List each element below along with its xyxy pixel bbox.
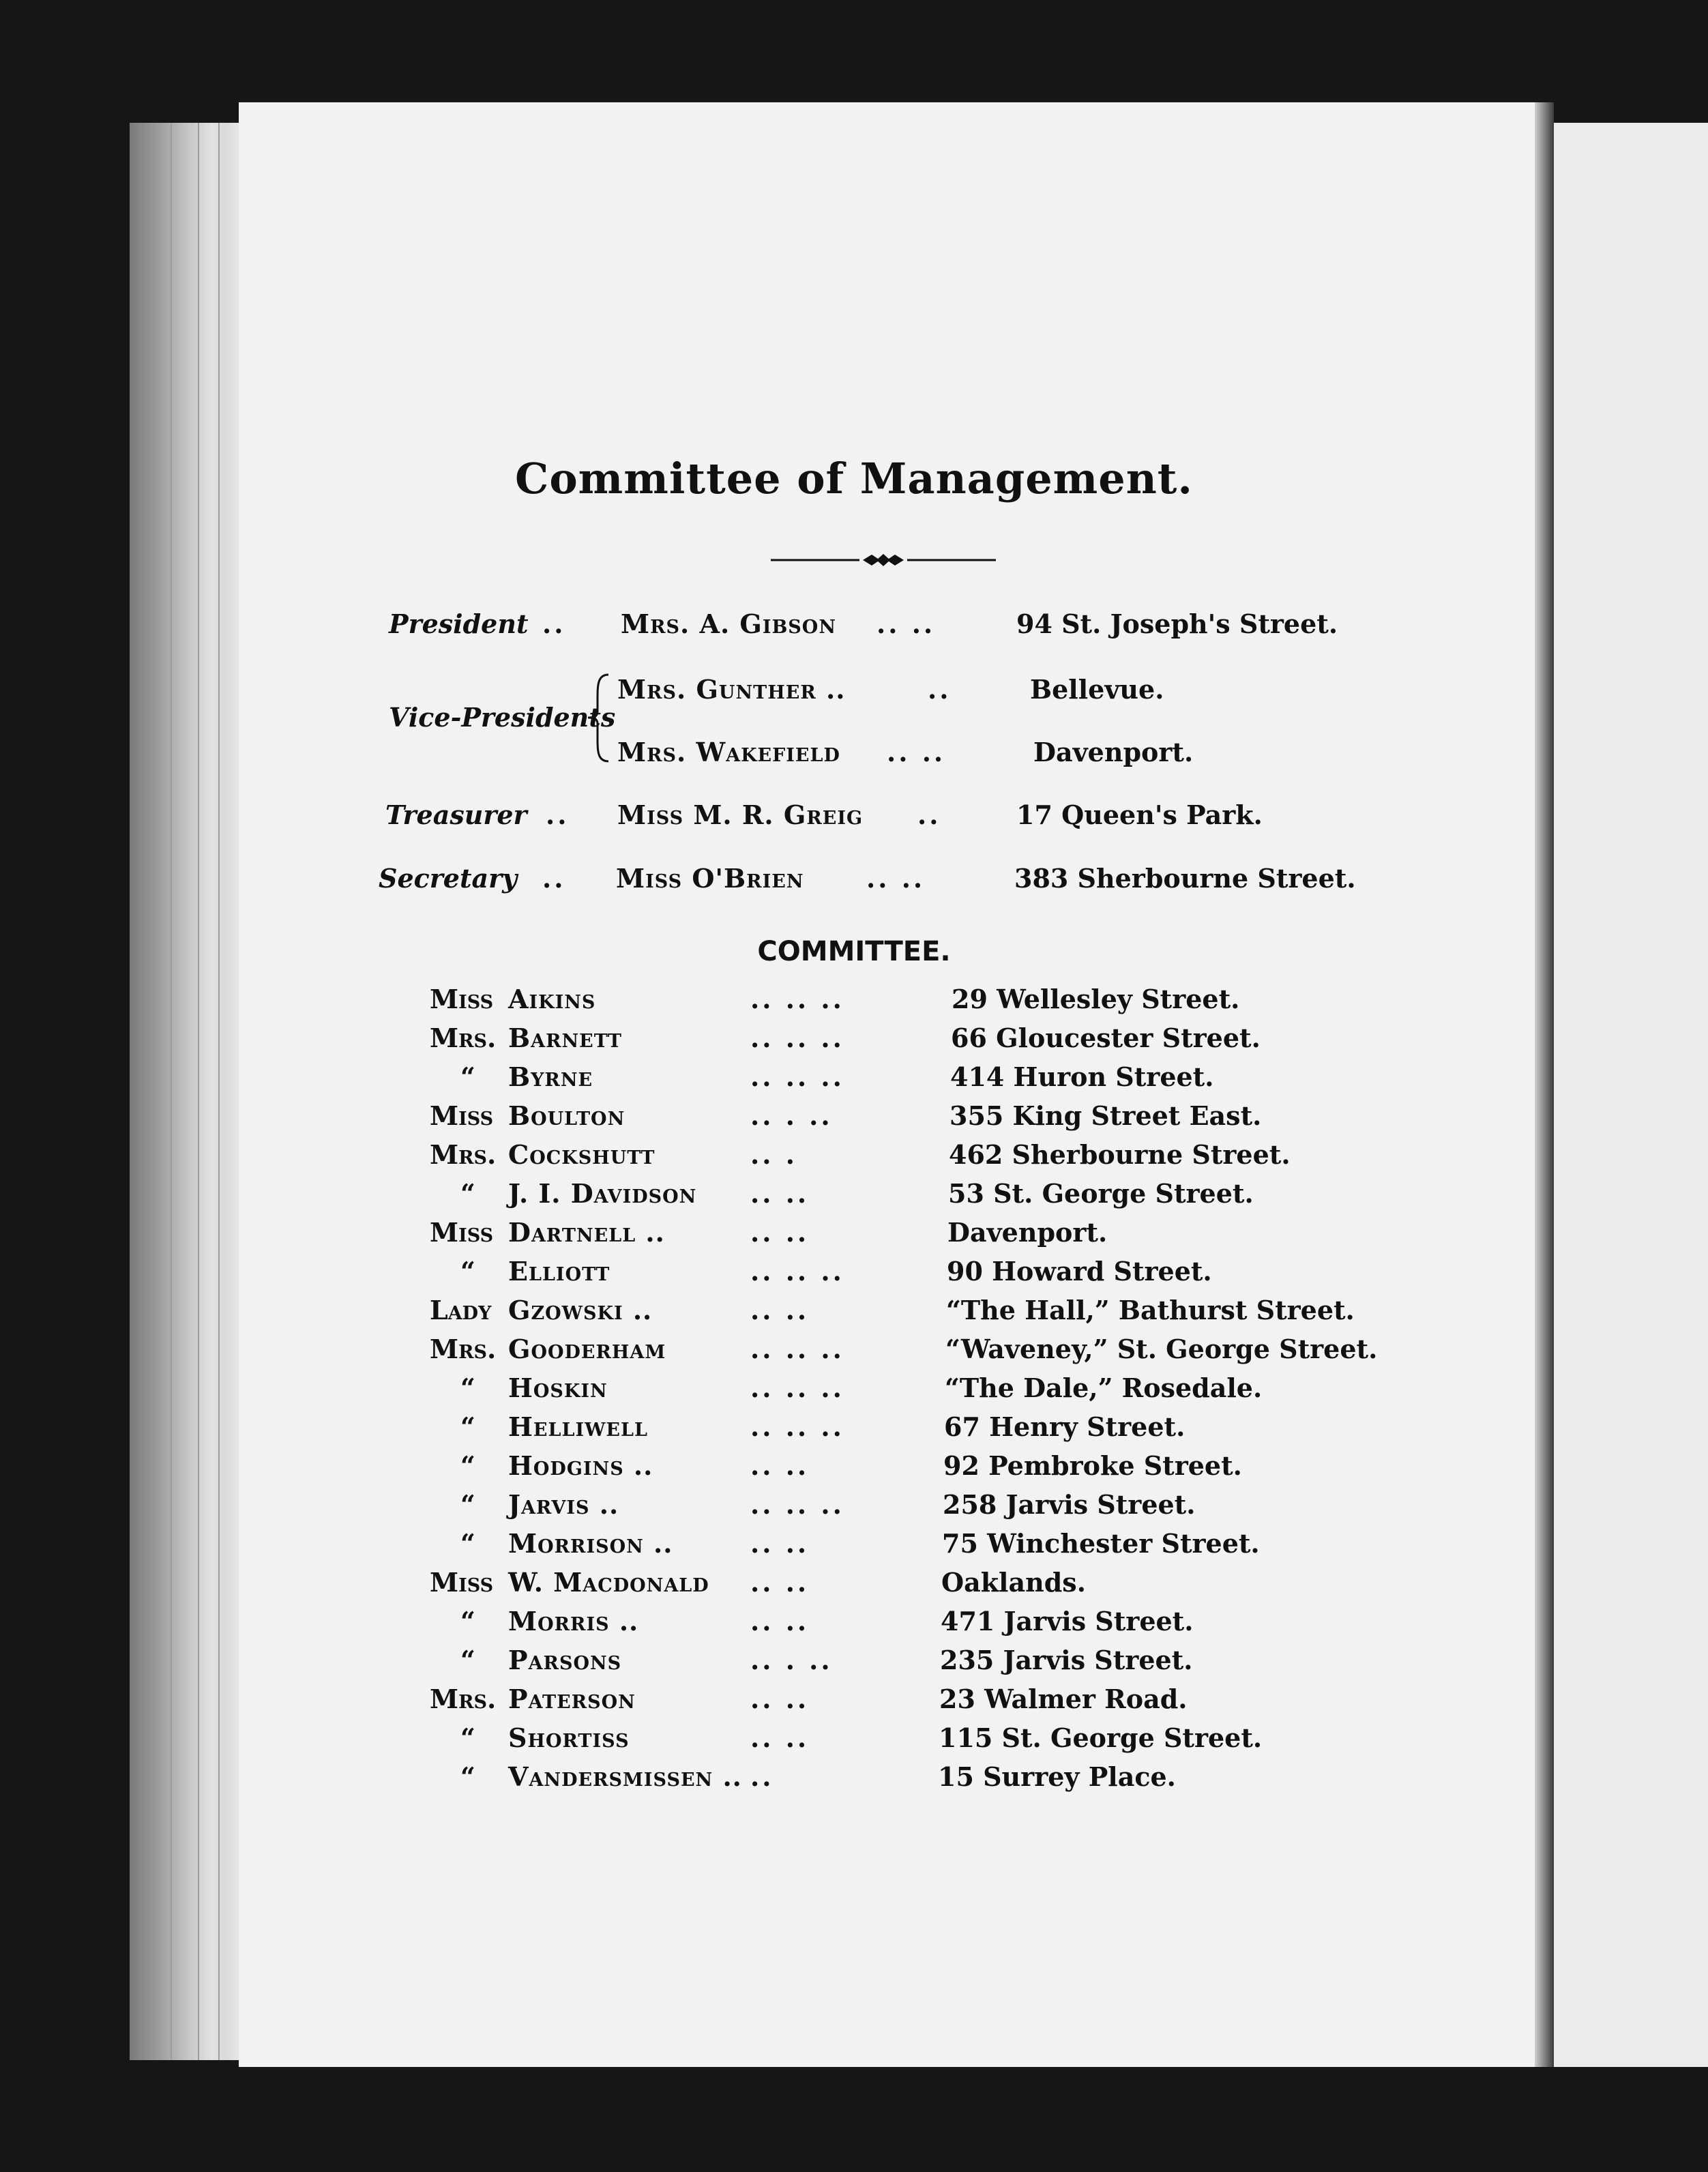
leader-dots: .. .. .. <box>750 1256 844 1287</box>
officer-address: 17 Queen's Park. <box>1016 799 1263 830</box>
member-prefix: Miss <box>430 1100 494 1131</box>
committee-row <box>0 1567 1708 1605</box>
leader-dots: .. <box>542 608 566 639</box>
committee-row <box>0 1178 1708 1216</box>
member-prefix: “ <box>460 1256 475 1287</box>
leader-dots: .. .. .. <box>750 1061 844 1092</box>
committee-row <box>0 1606 1708 1644</box>
committee-row <box>0 1100 1708 1139</box>
member-prefix: “ <box>460 1178 475 1209</box>
committee-heading: COMMITTEE. <box>757 936 951 967</box>
member-name: Paterson <box>508 1684 636 1714</box>
member-address: 67 Henry Street. <box>944 1411 1186 1442</box>
member-address: 414 Huron Street. <box>950 1061 1214 1092</box>
member-address: 66 Gloucester Street. <box>951 1023 1261 1053</box>
officer-name: Miss O'Brien <box>616 863 804 894</box>
leader-dots: .. .. <box>750 1528 810 1559</box>
leader-dots: .. <box>750 1761 774 1792</box>
member-prefix: “ <box>460 1411 475 1442</box>
member-name: Barnett <box>508 1023 622 1053</box>
committee-row <box>0 1450 1708 1488</box>
member-address: 53 St. George Street. <box>948 1178 1254 1209</box>
officer-name: Mrs. Wakefield <box>617 737 840 767</box>
member-name: Vandersmissen .. <box>508 1761 742 1792</box>
member-name: Hoskin <box>508 1373 608 1403</box>
committee-row <box>0 1373 1708 1411</box>
leader-dots: .. .. <box>877 608 936 639</box>
officer-row-vice-president-2 <box>0 737 1708 784</box>
member-address: 15 Surrey Place. <box>938 1761 1176 1792</box>
member-prefix: “ <box>460 1528 475 1559</box>
committee-row <box>0 1334 1708 1372</box>
member-address: “Waveney,” St. George Street. <box>945 1334 1378 1364</box>
member-name: W. Macdonald <box>508 1567 709 1598</box>
member-address: 92 Pembroke Street. <box>943 1450 1242 1481</box>
officer-name: Miss M. R. Greig <box>617 799 864 830</box>
role-label: Vice-Presidents <box>389 702 616 733</box>
leader-dots: .. .. .. <box>750 1373 844 1403</box>
member-address: 471 Jarvis Street. <box>941 1606 1194 1637</box>
committee-row <box>0 1139 1708 1177</box>
member-address: 23 Walmer Road. <box>939 1684 1188 1714</box>
leader-dots: .. .. <box>750 1178 810 1209</box>
member-prefix: “ <box>460 1761 475 1792</box>
member-name: Helliwell <box>508 1411 648 1442</box>
leader-dots: .. <box>917 799 941 830</box>
committee-row <box>0 1023 1708 1061</box>
committee-row <box>0 1722 1708 1761</box>
member-name: Cockshutt <box>508 1139 656 1170</box>
member-address: 258 Jarvis Street. <box>943 1489 1196 1520</box>
officer-address: 94 St. Joseph's Street. <box>1016 608 1338 639</box>
leader-dots: .. <box>546 799 570 830</box>
member-name: Byrne <box>508 1061 593 1092</box>
committee-row <box>0 1528 1708 1566</box>
member-name: Elliott <box>508 1256 610 1287</box>
member-name: Aikins <box>508 984 596 1014</box>
committee-row <box>0 984 1708 1022</box>
member-address: 29 Wellesley Street. <box>952 984 1240 1014</box>
member-address: 90 Howard Street. <box>947 1256 1212 1287</box>
leader-dots: .. .. <box>750 1606 810 1637</box>
member-address: Oaklands. <box>941 1567 1086 1598</box>
committee-row <box>0 1217 1708 1255</box>
leader-dots: .. .. <box>750 1217 810 1248</box>
leader-dots: .. .. <box>750 1450 810 1481</box>
member-prefix: Miss <box>430 984 494 1014</box>
leader-dots: .. . .. <box>750 1645 833 1675</box>
member-address: 115 St. George Street. <box>939 1722 1263 1753</box>
leader-dots: .. .. <box>750 1567 810 1598</box>
member-prefix: Mrs. <box>430 1023 497 1053</box>
member-address: Davenport. <box>947 1217 1108 1248</box>
member-prefix: “ <box>460 1645 475 1675</box>
member-address: “The Dale,” Rosedale. <box>945 1373 1263 1403</box>
leader-dots: .. .. <box>866 863 926 894</box>
committee-row <box>0 1061 1708 1100</box>
officer-address: Davenport. <box>1033 737 1194 767</box>
leader-dots: .. .. <box>750 1722 810 1753</box>
member-name: Morrison .. <box>508 1528 673 1559</box>
member-name: Boulton <box>508 1100 625 1131</box>
page-title: Committee of Management. <box>514 454 1194 503</box>
leader-dots: .. .. .. <box>750 1411 844 1442</box>
member-name: Morris .. <box>508 1606 639 1637</box>
role-label: Secretary <box>379 863 518 894</box>
committee-row <box>0 1645 1708 1683</box>
officer-address: Bellevue. <box>1030 674 1164 705</box>
leader-dots: .. .. .. <box>750 1023 844 1053</box>
member-address: 235 Jarvis Street. <box>940 1645 1193 1675</box>
member-prefix: Lady <box>430 1295 492 1325</box>
member-prefix: “ <box>460 1061 475 1092</box>
committee-row <box>0 1761 1708 1800</box>
member-name: Gzowski .. <box>508 1295 653 1325</box>
ornament-divider <box>771 550 996 570</box>
member-prefix: Mrs. <box>430 1139 497 1170</box>
member-prefix: “ <box>460 1606 475 1637</box>
leader-dots: .. .. .. <box>750 984 844 1014</box>
committee-row <box>0 1411 1708 1450</box>
member-name: Dartnell .. <box>508 1217 665 1248</box>
leader-dots: .. .. <box>750 1684 810 1714</box>
committee-row <box>0 1295 1708 1333</box>
member-prefix: “ <box>460 1722 475 1753</box>
member-prefix: “ <box>460 1373 475 1403</box>
member-prefix: Mrs. <box>430 1334 497 1364</box>
officer-row-secretary <box>0 863 1708 911</box>
member-address: 462 Sherbourne Street. <box>949 1139 1291 1170</box>
committee-row <box>0 1256 1708 1294</box>
member-name: Gooderham <box>508 1334 666 1364</box>
officer-row-president <box>0 608 1708 656</box>
member-prefix: “ <box>460 1450 475 1481</box>
member-name: Parsons <box>508 1645 622 1675</box>
officer-row-vice-president-1 <box>0 674 1708 722</box>
member-name: J. I. Davidson <box>508 1178 697 1209</box>
leader-dots: .. <box>542 863 566 894</box>
member-prefix: Miss <box>430 1217 494 1248</box>
leader-dots: .. . <box>750 1139 797 1170</box>
committee-row <box>0 1684 1708 1722</box>
member-name: Shortiss <box>508 1722 630 1753</box>
member-prefix: Mrs. <box>430 1684 497 1714</box>
officer-name: Mrs. A. Gibson <box>621 608 837 639</box>
role-label: Treasurer <box>385 799 527 830</box>
member-prefix: “ <box>460 1489 475 1520</box>
member-address: 355 King Street East. <box>949 1100 1262 1131</box>
officer-row-treasurer <box>0 799 1708 847</box>
member-prefix: Miss <box>430 1567 494 1598</box>
leader-dots: .. . .. <box>750 1100 833 1131</box>
member-address: 75 Winchester Street. <box>942 1528 1260 1559</box>
leader-dots: .. .. .. <box>750 1489 844 1520</box>
committee-row <box>0 1489 1708 1527</box>
officer-address: 383 Sherbourne Street. <box>1014 863 1356 894</box>
member-name: Jarvis .. <box>508 1489 619 1520</box>
member-address: “The Hall,” Bathurst Street. <box>946 1295 1355 1325</box>
leader-dots: .. .. .. <box>750 1334 844 1364</box>
leader-dots: .. .. <box>887 737 946 767</box>
member-name: Hodgins .. <box>508 1450 653 1481</box>
officer-name: Mrs. Gunther .. <box>617 674 846 705</box>
leader-dots: .. <box>928 674 952 705</box>
leader-dots: .. .. <box>750 1295 810 1325</box>
role-label: President <box>389 608 529 639</box>
